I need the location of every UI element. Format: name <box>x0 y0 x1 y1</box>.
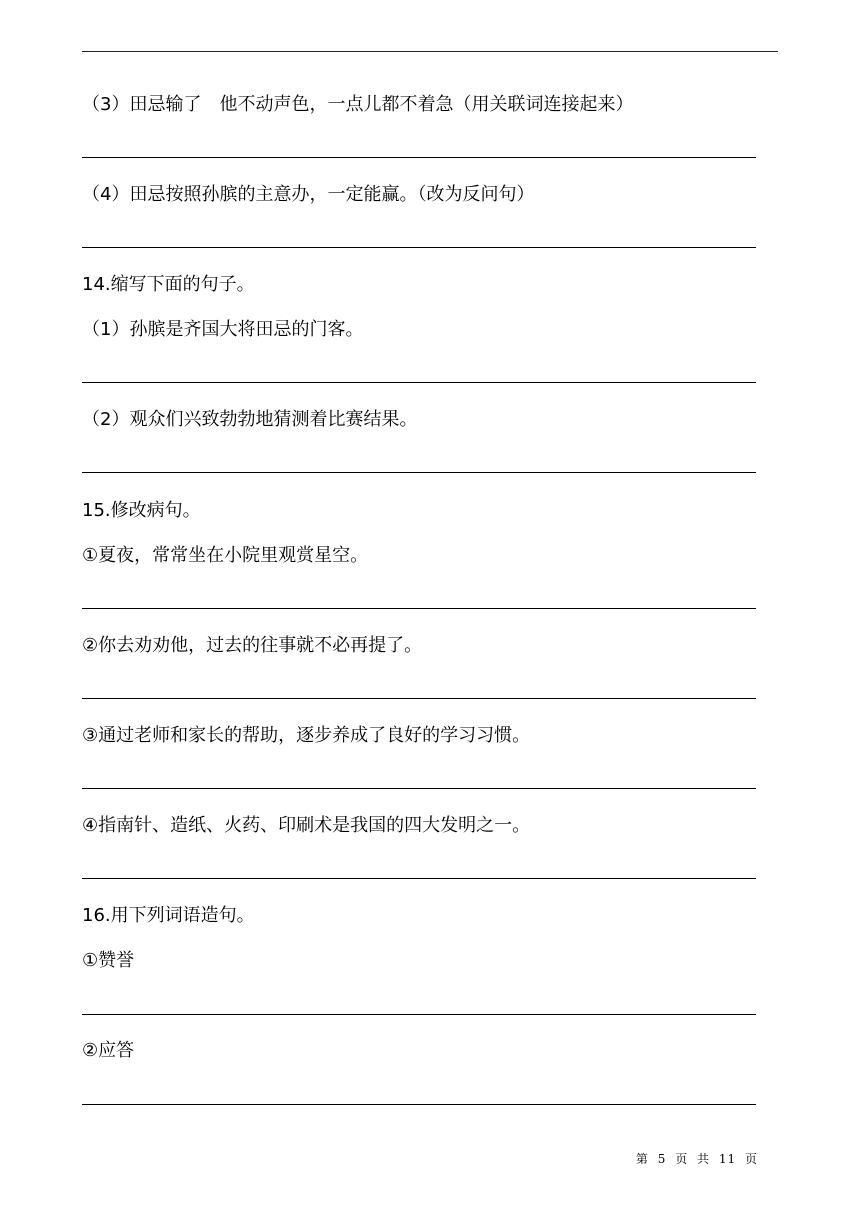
question-13-3: （3）田忌输了 他不动声色，一点儿都不着急（用关联词连接起来） <box>82 94 634 115</box>
question-14-1: （1）孙膑是齐国大将田忌的门客。 <box>82 319 364 340</box>
question-16-title: 16.用下列词语造句。 <box>82 905 255 926</box>
answer-line[interactable] <box>82 698 756 699</box>
question-14-2: （2）观众们兴致勃勃地猜测着比赛结果。 <box>82 409 418 430</box>
question-13-4: （4）田忌按照孙膑的主意办，一定能赢。（改为反问句） <box>82 184 535 205</box>
page-footer <box>634 1150 760 1167</box>
answer-line[interactable] <box>82 382 756 383</box>
footer-prefix: 第 <box>635 1152 649 1166</box>
question-15-1: ①夏夜，常常坐在小院里观赏星空。 <box>82 545 369 566</box>
answer-line[interactable] <box>82 788 756 789</box>
answer-line[interactable] <box>82 247 756 248</box>
answer-line[interactable] <box>82 878 756 879</box>
footer-mid1: 页 <box>675 1152 689 1166</box>
footer-suffix: 页 <box>744 1152 758 1166</box>
footer-page-number: 5 <box>657 1152 667 1166</box>
question-15-2: ②你去劝劝他，过去的往事就不必再提了。 <box>82 635 423 656</box>
footer-mid2: 共 <box>697 1152 711 1166</box>
footer-total-pages: 11 <box>718 1152 737 1166</box>
answer-line[interactable] <box>82 472 756 473</box>
answer-line[interactable] <box>82 1014 756 1015</box>
question-15-3: ③通过老师和家长的帮助，逐步养成了良好的学习习惯。 <box>82 725 531 746</box>
answer-line[interactable] <box>82 1104 756 1105</box>
question-16-2: ②应答 <box>82 1040 135 1061</box>
question-15-title: 15.修改病句。 <box>82 500 201 521</box>
question-14-title: 14.缩写下面的句子。 <box>82 274 255 295</box>
header-rule <box>82 51 778 52</box>
question-16-1: ①赞誉 <box>82 950 135 971</box>
question-15-4: ④指南针、造纸、火药、印刷术是我国的四大发明之一。 <box>82 815 531 836</box>
answer-line[interactable] <box>82 608 756 609</box>
answer-line[interactable] <box>82 157 756 158</box>
